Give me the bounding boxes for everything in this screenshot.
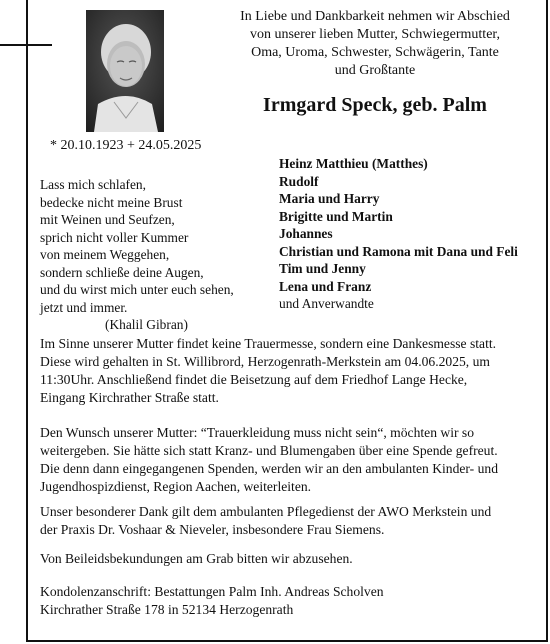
paragraph-line: weitergeben. Sie hätte sich statt Kranz- und Blumengaben über eine Spende gefreut.: [40, 443, 498, 458]
deceased-name: Irmgard Speck, geb. Palm: [263, 94, 487, 116]
paragraph-address: [40, 583, 540, 619]
paragraph-line: Von Beileidsbekundungen am Grab bitten wir abzusehen.: [40, 551, 353, 566]
paragraph-line: Jugendhospizdienst, Region Aachen, weiterleiten.: [40, 479, 312, 494]
poem-line: jetzt und immer.: [40, 299, 128, 315]
paragraph-mass: [40, 335, 540, 407]
paragraph-line: Den Wunsch unserer Mutter: “Trauerkleidung muss nicht sein“, möchten wir so: [40, 425, 474, 440]
poem-line: sondern schließe deine Augen,: [40, 264, 204, 280]
family-member: Lena und Franz: [279, 278, 372, 294]
paragraph-line: 11:30Uhr. Anschließend findet die Beisetzung auf dem Friedhof Lange Hecke,: [40, 372, 468, 387]
poem-line: sprich nicht voller Kummer: [40, 229, 189, 245]
paragraph-thanks: [40, 503, 540, 539]
family-member: Maria und Harry: [279, 191, 380, 206]
paragraph-line: der Praxis Dr. Voshaar & Nieveler, insbesondere Frau Siemens.: [40, 522, 385, 537]
poem-line: Lass mich schlafen,: [40, 177, 146, 192]
paragraph-line: Im Sinne unserer Mutter findet keine Trauermesse, sondern eine Dankesmesse statt.: [40, 336, 497, 351]
paragraph-wish: [40, 424, 540, 496]
paragraph-line: Die denn dann eingegangenen Spenden, werden wir an den ambulanten Kinder- und: [40, 461, 498, 476]
poem: [40, 176, 234, 334]
life-dates: * 20.10.1923 + 24.05.2025: [50, 138, 202, 153]
family-member: Brigitte und Martin: [279, 208, 393, 224]
poem-author: (Khalil Gibran): [105, 317, 188, 332]
paragraph-condolences: [40, 550, 540, 568]
family-member: Heinz Matthieu (Matthes): [279, 156, 428, 171]
poem-line: mit Weinen und Seufzen,: [40, 212, 175, 227]
portrait-image: [86, 10, 164, 132]
paragraph-line: Unser besonderer Dank gilt dem ambulanten Pflegedienst der AWO Merkstein und: [40, 504, 492, 519]
intro-line: und Großtante: [334, 63, 416, 78]
poem-line: von meinem Weggehen,: [40, 247, 170, 262]
intro-text: [222, 8, 528, 80]
poem-line: bedecke nicht meine Brust: [40, 194, 183, 210]
intro-line: In Liebe und Dankbarkeit nehmen wir Abschied: [240, 9, 510, 24]
poem-line: und du wirst mich unter euch sehen,: [40, 282, 234, 297]
paragraph-line: Kirchrather Straße 178 in 52134 Herzogenrath: [40, 602, 294, 617]
family-member: Johannes: [279, 226, 333, 241]
intro-line: von unserer lieben Mutter, Schwiegermutter,: [249, 27, 501, 42]
family-member: Tim und Jenny: [279, 261, 366, 276]
family-member: Christian und Ramona mit Dana und Feli: [279, 243, 518, 259]
intro-line: Oma, Uroma, Schwester, Schwägerin, Tante: [251, 45, 499, 60]
family-list: [279, 155, 518, 313]
portrait-photo: [86, 10, 164, 132]
paragraph-line: Diese wird gehalten in St. Willibrord, Herzogenrath-Merkstein am 04.06.2025, um: [40, 354, 490, 369]
paragraph-line: Eingang Kirchrather Straße statt.: [40, 390, 219, 405]
family-member: Rudolf: [279, 173, 319, 189]
cross-symbol-vertical: [26, 18, 28, 78]
family-closing: und Anverwandte: [279, 296, 374, 311]
paragraph-line: Kondolenzanschrift: Bestattungen Palm Inh. Andreas Scholven: [40, 584, 384, 599]
